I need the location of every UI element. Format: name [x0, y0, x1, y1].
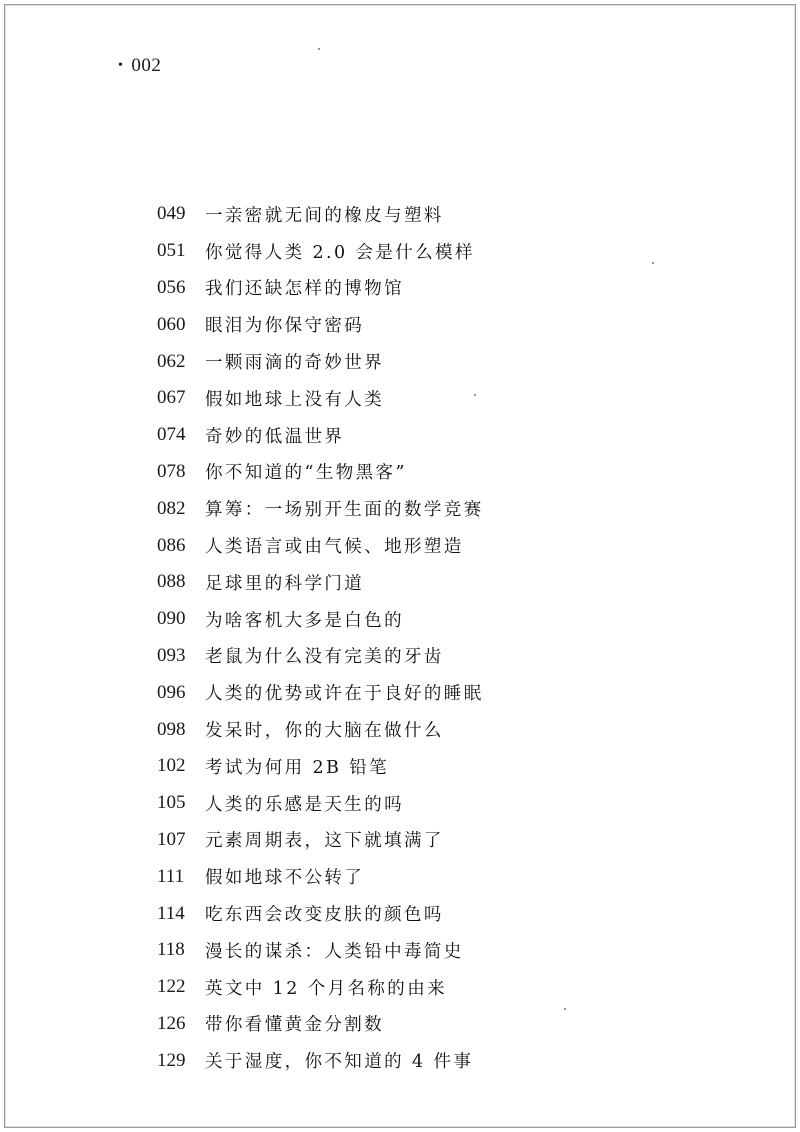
toc-entry-title: 考试为何用 2B 铅笔	[205, 757, 390, 778]
scan-speck	[564, 1008, 566, 1010]
toc-entry-page: 105	[157, 792, 186, 814]
toc-entry	[157, 380, 484, 417]
toc-entry-page: 129	[157, 1049, 186, 1071]
scan-speck	[474, 394, 476, 396]
toc-entry	[157, 932, 484, 969]
toc-entry	[157, 822, 484, 859]
toc-entry-page: 086	[157, 534, 186, 556]
toc-entry	[157, 785, 484, 822]
toc-entry	[157, 674, 484, 711]
toc-entry-title: 漫长的谋杀：人类铅中毒简史	[205, 941, 464, 962]
toc-entry-page: 114	[157, 902, 185, 924]
toc-entry-title: 英文中 12 个月名称的由来	[205, 978, 447, 999]
toc-entry-page: 107	[157, 828, 186, 850]
toc-entry-page: 102	[157, 755, 186, 777]
toc-entry-title: 我们还缺怎样的博物馆	[205, 279, 404, 300]
toc-entry	[157, 638, 484, 675]
toc-entry-title: 为啥客机大多是白色的	[205, 610, 404, 631]
toc-entry-title: 老鼠为什么没有完美的牙齿	[205, 647, 444, 668]
toc-entry	[157, 858, 484, 895]
bullet-dot: •	[118, 58, 124, 73]
toc-entry	[157, 270, 484, 307]
toc-entry	[157, 711, 484, 748]
toc-entry-page: 078	[157, 460, 186, 482]
toc-entry-page: 093	[157, 644, 186, 666]
toc-entry	[157, 969, 484, 1006]
toc-entry-title: 关于湿度，你不知道的 4 件事	[205, 1052, 474, 1073]
toc-entry-title: 吃东西会改变皮肤的颜色吗	[205, 905, 444, 926]
toc-entry-title: 眼泪为你保守密码	[205, 316, 365, 337]
toc-entry	[157, 454, 484, 491]
toc-entry-page: 126	[157, 1012, 186, 1034]
toc-entry-page: 051	[157, 240, 186, 262]
toc-entry-title: 你觉得人类 2.0 会是什么模样	[205, 242, 475, 263]
toc-entry	[157, 895, 484, 932]
toc-entry-page: 082	[157, 497, 186, 519]
toc-entry-page: 122	[157, 976, 186, 998]
toc-entry-page: 090	[157, 608, 186, 630]
toc-entry-title: 带你看懂黄金分割数	[205, 1015, 385, 1036]
toc-entry	[157, 601, 484, 638]
toc-entry-page: 067	[157, 387, 186, 409]
scan-speck	[652, 262, 654, 264]
toc-entry-title: 元素周期表，这下就填满了	[205, 831, 444, 852]
toc-entry-page: 049	[157, 203, 186, 225]
toc-entry-page: 098	[157, 718, 186, 740]
toc-entry	[157, 417, 484, 454]
toc-entry-page: 088	[157, 571, 186, 593]
toc-entry	[157, 748, 484, 785]
toc-entry-page: 074	[157, 424, 186, 446]
toc-entry-title: 人类语言或由气候、地形塑造	[205, 537, 464, 558]
toc-entry-title: 你不知道的“生物黑客”	[205, 463, 407, 484]
table-of-contents	[157, 196, 484, 1079]
toc-entry-title: 足球里的科学门道	[205, 573, 365, 594]
toc-entry-page: 056	[157, 276, 186, 298]
toc-entry-title: 假如地球不公转了	[205, 868, 365, 889]
toc-entry-title: 人类的乐感是天生的吗	[205, 794, 404, 815]
toc-entry-page: 111	[157, 865, 185, 887]
toc-entry	[157, 527, 484, 564]
toc-entry-title: 奇妙的低温世界	[205, 426, 345, 447]
toc-entry-title: 一亲密就无间的橡皮与塑料	[205, 205, 444, 226]
scan-speck	[318, 48, 320, 50]
page-number-text: 002	[131, 55, 162, 76]
toc-entry	[157, 1006, 484, 1043]
toc-entry-title: 假如地球上没有人类	[205, 389, 385, 410]
page-number	[118, 55, 161, 77]
toc-entry-title: 算筹：一场别开生面的数学竞赛	[205, 500, 484, 521]
toc-entry-page: 062	[157, 350, 186, 372]
toc-entry-page: 096	[157, 681, 186, 703]
toc-entry-page: 060	[157, 313, 186, 335]
toc-entry-title: 发呆时，你的大脑在做什么	[205, 721, 444, 742]
toc-entry	[157, 564, 484, 601]
toc-entry	[157, 233, 484, 270]
toc-entry-title: 一颗雨滴的奇妙世界	[205, 353, 385, 374]
toc-entry	[157, 196, 484, 233]
toc-entry	[157, 343, 484, 380]
toc-entry	[157, 306, 484, 343]
toc-entry-page: 118	[157, 939, 185, 961]
toc-entry	[157, 490, 484, 527]
toc-entry-title: 人类的优势或许在于良好的睡眠	[205, 684, 484, 705]
toc-entry	[157, 1042, 484, 1079]
